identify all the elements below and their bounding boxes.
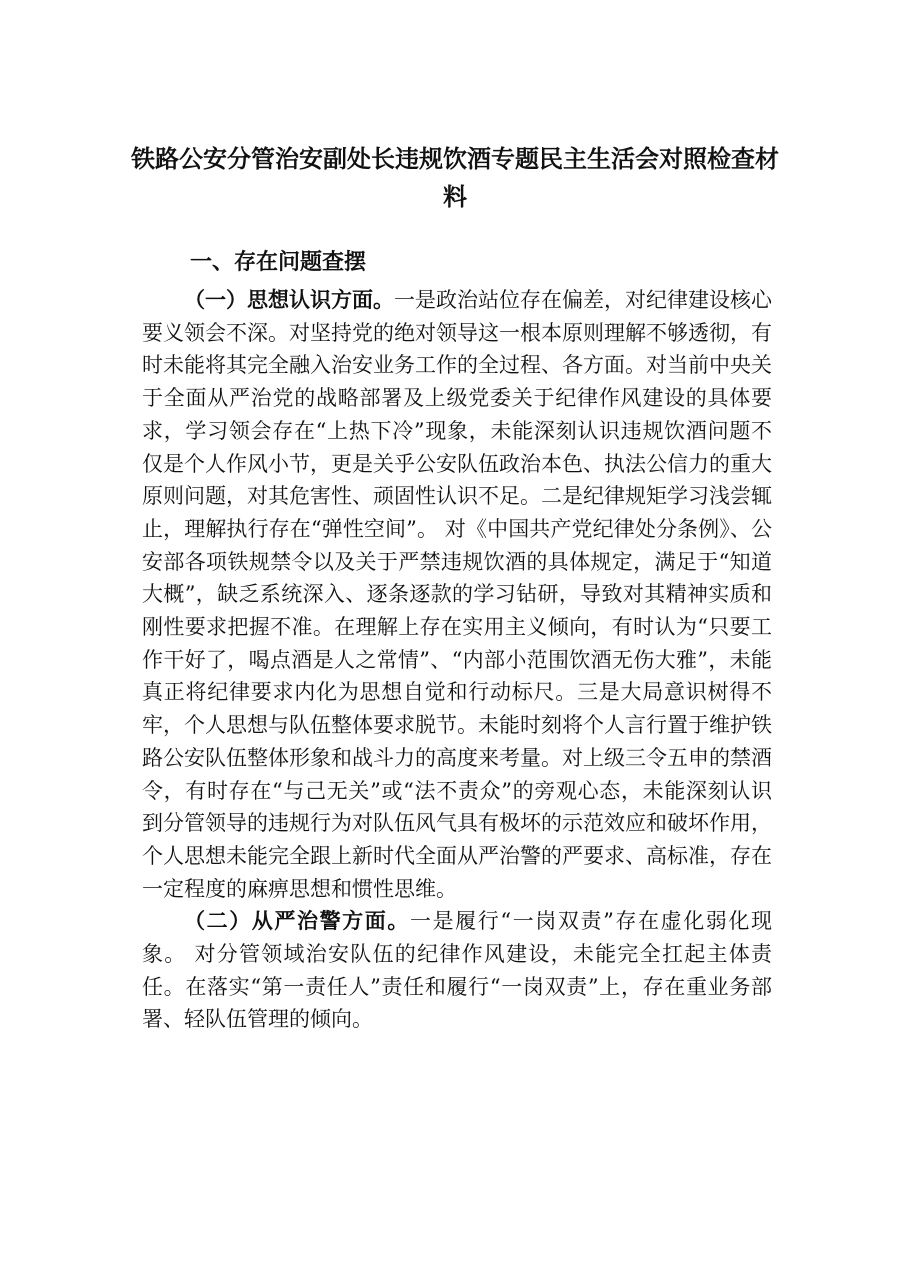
document-body [142, 284, 772, 1036]
paragraph-lead: （二）从严治警方面。 [184, 908, 410, 934]
document-title: 铁路公安分管治安副处长违规饮酒专题民主生活会对照检查材料 [131, 144, 779, 211]
paragraph-lead: （一）思想认识方面。 [184, 287, 394, 312]
paragraph-strict-police-governance [142, 905, 772, 1036]
paragraph-text: 一是履行“一岗双责”存在虚化弱化现象。 对分管领域治安队伍的纪律作风建设，未能完全扛起主体责任。在落实“第一责任人”责任和履行“一岗双责”上，存在重业务部署、轻队伍管理的倾向。 [142, 909, 772, 1032]
paragraph-thought-awareness [142, 284, 772, 905]
paragraph-text: 一是政治站位存在偏差，对纪律建设核心要义领会不深。对坚持党的绝对领导这一根本原则理解不够透彻，有时未能将其完全融入治安业务工作的全过程、各方面。对当前中央关于全面从严治党的战略部署及上级党委关于纪律作风建设的具体要求，学习领会存在“上热下冷”现象，未能深刻认识违规饮酒问题不仅是个人作风小节，更是关乎公安队伍政治本色、执法公信力的重大原则问题，对其危害性、顽固性认识不足。二是纪律规矩学习浅尝辄止，理解执行存在“弹性空间”。 对《中国共产党纪律处分条例》、公安部各项铁规禁令以及关于严禁违规饮酒的具体规定，满足于“知道大概”，缺乏系统深入、逐条逐款的学习钻研，导致对其精神实质和刚性要求把握不准。在理解上存在实用主义倾向，有时认为“只要工作干好了，喝点酒是人之常情”、“内部小范围饮酒无伤大雅”，未能真正将纪律要求内化为思想自觉和行动标尺。三是大局意识树得不牢，个人思想与队伍整体要求脱节。未能时刻将个人言行置于维护铁路公安队伍整体形象和战斗力的高度来考量。对上级三令五申的禁酒令，有时存在“与己无关”或“法不责众”的旁观心态，未能深刻认识到分管领导的违规行为对队伍风气具有极坏的示范效应和破坏作用，个人思想未能完全跟上新时代全面从严治警的严要求、高标准，存在一定程度的麻痹思想和惯性思维。 [142, 288, 772, 901]
section-heading: 一、存在问题查摆 [190, 249, 367, 275]
